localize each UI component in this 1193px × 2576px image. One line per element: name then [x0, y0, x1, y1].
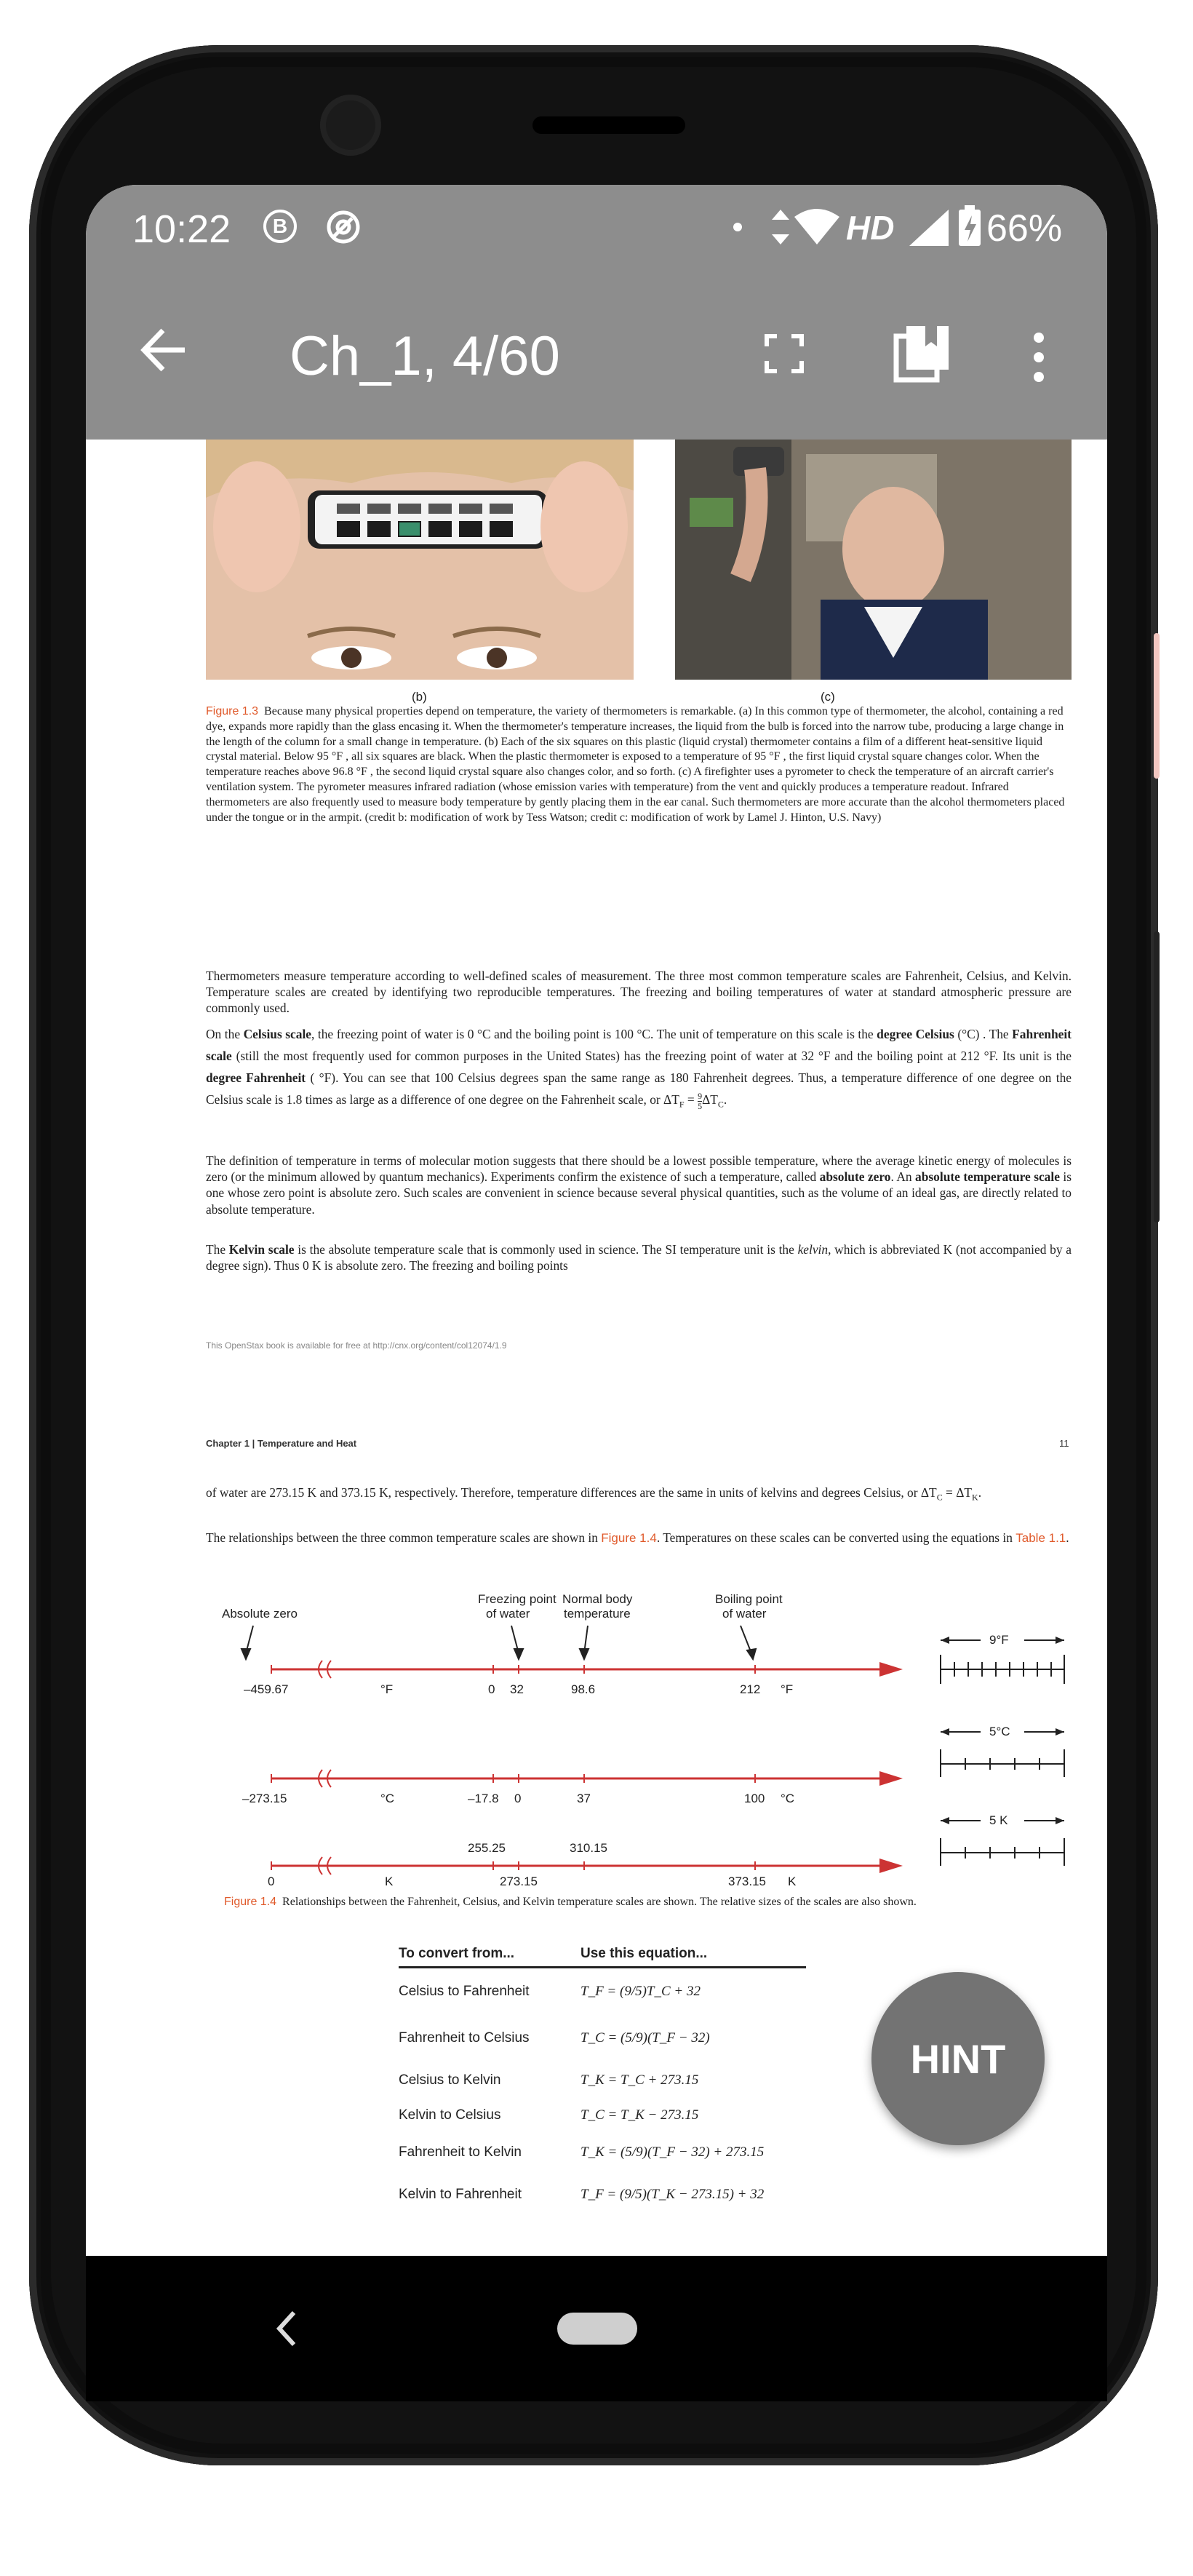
k-val-boil: 373.15 — [728, 1875, 766, 1888]
c-val-body: 37 — [577, 1792, 591, 1805]
arrow-back-icon[interactable] — [138, 325, 189, 379]
k-unit: K — [385, 1875, 394, 1888]
volume-accent — [1154, 633, 1160, 779]
more-vert-icon[interactable] — [1032, 332, 1046, 386]
p2a: On the — [206, 1027, 244, 1041]
degree-celsius-term: degree Celsius — [877, 1027, 954, 1041]
nav-home-pill[interactable] — [557, 2313, 637, 2345]
row-eq: T_K = (5/9)(T_F − 32) + 273.15 — [580, 2144, 765, 2160]
table-row — [399, 2062, 806, 2099]
battery-percent: 66% — [986, 207, 1063, 250]
p2f: = — [684, 1092, 698, 1107]
label-absolute-zero: Absolute zero — [222, 1607, 298, 1621]
kelvin-scale-term: Kelvin scale — [228, 1242, 295, 1257]
dot-icon — [733, 223, 742, 231]
table-row — [399, 2099, 806, 2131]
c-unit: °C — [380, 1792, 395, 1805]
square-9f: 9°F — [989, 1633, 1009, 1647]
figure-1-4-text: Relationships between the Fahrenheit, Celsius, and Kelvin temperature scales are shown. The relative sizes of the scales are also shown. — [282, 1896, 917, 1908]
p2g: ΔT — [702, 1092, 718, 1107]
c-end-unit: °C — [781, 1792, 795, 1805]
bookmark-icon[interactable] — [893, 325, 951, 386]
absolute-zero-term: absolute zero — [819, 1169, 891, 1185]
row-eq: T_C = T_K − 273.15 — [580, 2107, 699, 2123]
data-arrows-icon — [770, 207, 791, 256]
c-val-f0: –17.8 — [468, 1792, 499, 1805]
sub-f: F — [679, 1099, 685, 1110]
fig14-arrows — [206, 1589, 1072, 1888]
earpiece-speaker — [532, 116, 685, 134]
p5-sub-k: K — [972, 1492, 978, 1503]
k-val-freeze: 273.15 — [500, 1875, 538, 1888]
table-header — [399, 1946, 806, 1968]
hint-button[interactable] — [871, 1972, 1045, 2145]
frac-num: 9 — [698, 1090, 703, 1101]
p5a: of water are 273.15 K and 373.15 K, respectively. Therefore, temperature differences are the same in units of kelvins and degrees Celsius, or ΔT — [206, 1485, 937, 1500]
label-body-1: Normal body — [562, 1592, 633, 1606]
paragraph-scales: Thermometers measure temperature according to well-defined scales of measurement. The three most common temperature scales are Fahrenheit, Celsius, and Kelvin. Temperature scales are created by identifying two reproducible temperatures. The freezing and boiling temperatures of water at standard atmospheric pressure are commonly used. — [206, 969, 1072, 1016]
sync-icon — [326, 210, 361, 253]
paragraph-kelvin — [206, 1241, 1072, 1273]
f-val-boil: 212 — [740, 1682, 761, 1696]
chapter-header: Chapter 1 | Temperature and Heat — [206, 1438, 357, 1449]
p6c: . — [1066, 1530, 1069, 1545]
status-bar — [86, 185, 1107, 265]
conversion-table — [399, 1946, 806, 2216]
label-freezing-1: Freezing point — [478, 1592, 556, 1606]
row-from: Kelvin to Celsius — [399, 2107, 501, 2123]
row-from: Fahrenheit to Kelvin — [399, 2144, 522, 2160]
p3a: The definition of temperature in terms of molecular motion suggests that there should be a lowest possible temperature, where the average kinetic energy of molecules is zero (or the minimum allowed by quantum mechanics). Experiments confirm the existence of such a temperature, called — [206, 1153, 1072, 1185]
figure-1-4-link[interactable]: Figure 1.4 — [601, 1531, 657, 1545]
f-unit: °F — [380, 1682, 394, 1696]
figure-1-4-label[interactable]: Figure 1.4 — [224, 1896, 277, 1908]
f-val-body: 98.6 — [571, 1682, 596, 1696]
b-badge-icon — [263, 210, 297, 243]
figure-1-4-diagram — [206, 1589, 1072, 1888]
row-eq: T_F = (9/5)T_C + 32 — [580, 1984, 701, 1999]
p4a: The — [206, 1242, 229, 1257]
c-val-abs: –273.15 — [242, 1792, 287, 1805]
figure-1-3-caption — [206, 704, 1072, 825]
sub-c: C — [717, 1099, 724, 1110]
absolute-scale-term: absolute temperature scale — [915, 1169, 1060, 1185]
table-row — [399, 2015, 806, 2062]
photo-firefighter-pyrometer — [675, 440, 1072, 680]
header-use-equation: Use this equation... — [580, 1946, 708, 1961]
table-row — [399, 2174, 806, 2216]
f-val-freeze: 32 — [510, 1682, 524, 1696]
paragraph-absolute-zero — [206, 1153, 1072, 1217]
row-eq: T_F = (9/5)(T_K − 273.15) + 32 — [580, 2187, 765, 2202]
network-type: HD — [846, 209, 895, 247]
f-val-abs: –459.67 — [244, 1682, 289, 1696]
row-from: Celsius to Kelvin — [399, 2072, 501, 2088]
battery-icon — [957, 205, 982, 256]
label-boiling-1: Boiling point — [715, 1592, 783, 1606]
p6a: The relationships between the three common temperature scales are shown in — [206, 1530, 602, 1545]
figure-1-3-label[interactable]: Figure 1.3 — [206, 705, 259, 717]
table-row — [399, 2131, 806, 2174]
label-freezing-2: of water — [486, 1607, 530, 1621]
frac-den: 5 — [698, 1100, 703, 1111]
celsius-scale-term: Celsius scale — [243, 1027, 312, 1041]
side-button — [1154, 931, 1160, 1223]
wifi-icon — [793, 207, 841, 256]
p3b: . An — [890, 1169, 916, 1185]
p4b: is the absolute temperature scale that is commonly used in science. The SI temperature unit is the — [294, 1242, 798, 1257]
nav-back-icon[interactable] — [272, 2307, 301, 2354]
square-5c: 5°C — [989, 1725, 1010, 1738]
b-badge-text: B — [272, 215, 288, 237]
c-val-zero: 0 — [514, 1792, 522, 1805]
hint-label: HINT — [910, 2035, 1006, 2082]
p6b: . Temperatures on these scales can be converted using the equations in — [656, 1530, 1016, 1545]
app-bar — [86, 265, 1107, 440]
p2e: ( °F). You can see that 100 Celsius degrees span the same range as 180 Fahrenheit degrees. Thus, a temperature difference of one degree on the Celsius scale is 1.8 times as large as a difference of one degree on the Fahrenheit scale, or ΔT — [206, 1070, 1072, 1107]
header-convert-from: To convert from... — [399, 1946, 515, 1961]
row-from: Fahrenheit to Celsius — [399, 2030, 530, 2046]
k-val-abs: 0 — [268, 1875, 275, 1888]
figure-1-4-caption — [224, 1895, 1024, 1910]
p5-sub-c: C — [936, 1492, 943, 1503]
row-eq: T_K = T_C + 273.15 — [580, 2072, 699, 2088]
p3c: is one whose zero point is absolute zero. Such scales are convenient in science because several physical quantities, such as the volume of an ideal gas, are directly related to absolute temperature. — [206, 1169, 1072, 1217]
row-from: Kelvin to Fahrenheit — [399, 2187, 522, 2202]
table-row — [399, 1968, 806, 2015]
p5end: . — [978, 1485, 982, 1500]
k-val-body: 310.15 — [570, 1841, 607, 1855]
label-body-2: temperature — [564, 1607, 631, 1621]
document-title: Ch_1, 4/60 — [290, 325, 560, 387]
f-val-zero: 0 — [488, 1682, 495, 1696]
fahrenheit-scale-term: Fahrenheit scale — [206, 1027, 1072, 1063]
paragraph-temp-differences — [206, 1484, 1072, 1506]
p2d: (still the most frequently used for common purposes in the United States) has the freezing point of water at 32 °F and the boiling point at 212 °F. Its unit is the — [231, 1049, 1072, 1063]
c-val-boil: 100 — [744, 1792, 765, 1805]
p2b: , the freezing point of water is 0 °C and the boiling point is 100 °C. The unit of temperature on this scale is the — [311, 1027, 877, 1041]
signal-icon — [906, 207, 950, 256]
p4c: , which is abbreviated K (not accompanied by a degree sign). Thus 0 K is absolute zero. The freezing and boiling points — [206, 1242, 1072, 1273]
row-from: Celsius to Fahrenheit — [399, 1984, 530, 1999]
fullscreen-icon[interactable] — [764, 333, 805, 378]
k-val-f0: 255.25 — [468, 1841, 506, 1855]
page-number: 11 — [1059, 1438, 1069, 1449]
p2c: (°C) . The — [954, 1027, 1013, 1041]
figure-1-3-text: Because many physical properties depend on temperature, the variety of thermometers is remarkable. (a) In this common type of thermometer, the alcohol, containing a red dye, expands more rapidly than the glass encasing it. When the thermometer's temperature increases, the liquid from the bulb is forced into the narrow tube, producing a large change in the length of the column for a small change in temperature. (b) Each of the six squares on this plastic (liquid crystal) thermometer contains a film of a different heat-sensitive liquid crystal material. Below 95 °F , all six squares are black. When the plastic thermometer is exposed to a temperature of 95 °F , the first liquid crystal square changes color. When the temperature reaches above 96.8 °F , the second liquid crystal square also changes color, and so forth. (c) A firefighter uses a pyrometer to check the temperature of an aircraft carrier's ventilation system. The pyrometer measures infrared radiation (whose emission varies with temperature) from the vent and quickly produces a temperature readout. Infrared thermometers are also frequently used to measure body temperature by gently placing them in the ear canal. Such thermometers are more accurate than the alcohol thermometers placed under the tongue or in the armpit. (credit b: modification of work by Tess Watson; credit c: modification of work by Lamel J. Hinton, U.S. Navy) — [206, 705, 1065, 824]
page-footer: This OpenStax book is available for free at http://cnx.org/content/col12074/1.9 — [206, 1340, 507, 1351]
paragraph-celsius-fahrenheit: On the Celsius scale, the freezing point of water is 0 °C and the boiling point is 100 °C. The unit of temperature on this scale is the degree Celsius (°C) . The Fahrenheit scale (still the most frequently used for common purposes in the United States) has the freezing point of water at 32 °F and the boiling point at 212 °F. Its unit is the degree Fahrenheit ( °F). You can see that 100 Celsius degrees span the same range as 180 Fahrenheit degrees. Thus, a temperature difference of one degree on the Celsius scale is 1.8 times as large as a difference of one degree on the Fahrenheit scale, or $\Delta T_F = \frac{9}{5}\Delta T_C$. — [206, 1027, 1072, 1111]
kelvin-term: kelvin — [797, 1242, 829, 1257]
screen — [86, 185, 1107, 2256]
row-eq: T_C = (5/9)(T_F − 32) — [580, 2030, 710, 2046]
p5b: = ΔT — [942, 1485, 973, 1500]
navigation-bar — [86, 2256, 1107, 2401]
square-5k: 5 K — [989, 1813, 1008, 1827]
photo-liquid-crystal-thermometer — [206, 440, 634, 680]
paragraph-relationships — [206, 1530, 1072, 1546]
label-boiling-2: of water — [722, 1607, 767, 1621]
degree-fahrenheit-term: degree Fahrenheit — [206, 1070, 306, 1085]
photo-b-label: (b) — [412, 690, 427, 704]
photo-c-label: (c) — [821, 690, 835, 704]
status-time: 10:22 — [132, 207, 231, 251]
front-camera — [320, 95, 381, 156]
table-1-1-link[interactable]: Table 1.1 — [1016, 1531, 1066, 1545]
k-end-unit: K — [788, 1875, 797, 1888]
f-end-unit: °F — [781, 1682, 794, 1696]
